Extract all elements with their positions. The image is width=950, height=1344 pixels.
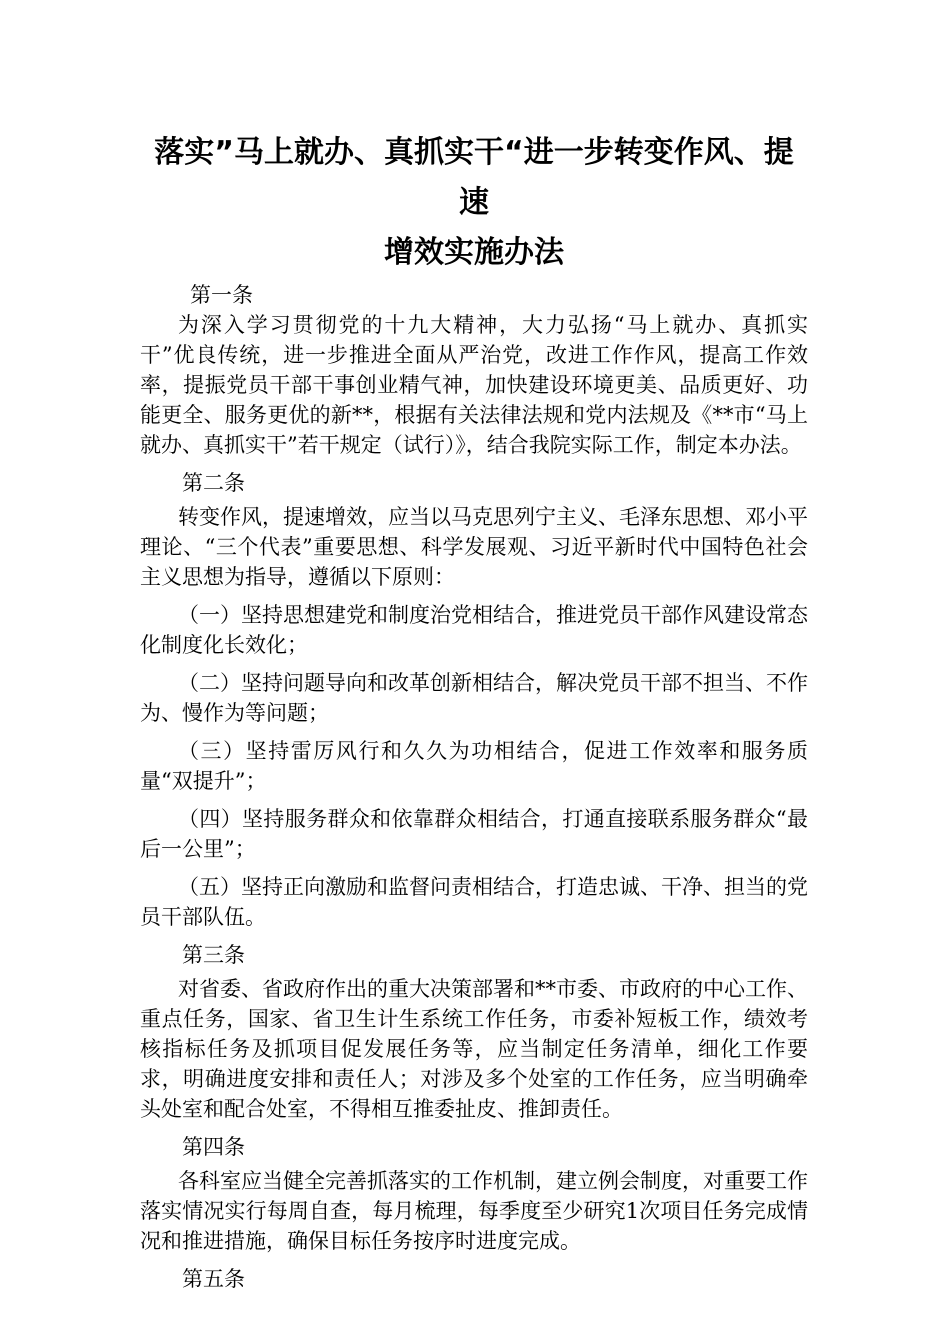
article-heading: 第四条 <box>182 1135 245 1159</box>
article-paragraph: 各科室应当健全完善抓落实的工作机制，建立例会制度，对重要工作落实情况实行每周自查，每月梳理，每季度至少研究1次项目任务完成情况和推进措施，确保目标任务按序时进度完成。 <box>140 1169 808 1253</box>
article-3 <box>140 940 808 1124</box>
article-paragraph: （一）坚持思想建党和制度治党相结合，推进党员干部作风建设常态化制度化长效化； <box>140 603 808 657</box>
article-2 <box>140 468 808 932</box>
article-heading: 第五条 <box>182 1267 245 1291</box>
article-heading: 第三条 <box>182 943 245 967</box>
article-4 <box>140 1132 808 1256</box>
document-title <box>140 128 808 278</box>
article-paragraph: 为深入学习贯彻党的十九大精神，大力弘扬“马上就办、真抓实干”优良传统，进一步推进全面从严治党，改进工作作风，提高工作效率，提振党员干部干事创业精气神，加快建设环境更美、品质更好、功能更全、服务更优的新**，根据有关法律法规和党内法规及《**市“马上就办、真抓实干”若干规定（试行）》，结合我院实际工作，制定本办法。 <box>140 313 808 457</box>
article-paragraph: （五）坚持正向激励和监督问责相结合，打造忠诚、干净、担当的党员干部队伍。 <box>140 875 808 929</box>
article-heading: 第二条 <box>182 471 245 495</box>
article-heading: 第一条 <box>190 283 253 307</box>
article-5 <box>140 1264 808 1294</box>
article-paragraph: 转变作风，提速增效，应当以马克思列宁主义、毛泽东思想、邓小平理论、“三个代表”重要思想、科学发展观、习近平新时代中国特色社会主义思想为指导，遵循以下原则： <box>140 505 808 589</box>
title-line-1: 落实”马上就办、真抓实干“进一步转变作风、提速 <box>154 135 794 220</box>
article-paragraph: （二）坚持问题导向和改革创新相结合，解决党员干部不担当、不作为、慢作为等问题； <box>140 671 808 725</box>
document-page <box>140 128 808 1298</box>
article-paragraph: 对省委、省政府作出的重大决策部署和**市委、市政府的中心工作、重点任务，国家、省卫生计生系统工作任务，市委补短板工作，绩效考核指标任务及抓项目促发展任务等，应当制定任务清单，细化工作要求，明确进度安排和责任人；对涉及多个处室的工作任务，应当明确牵头处室和配合处室，不得相互推委扯皮、推卸责任。 <box>140 977 808 1121</box>
article-paragraph: （三）坚持雷厉风行和久久为功相结合，促进工作效率和服务质量“双提升”； <box>140 739 808 793</box>
article-paragraph: （四）坚持服务群众和依靠群众相结合，打通直接联系服务群众“最后一公里”； <box>140 807 808 861</box>
title-line-2: 增效实施办法 <box>384 235 564 270</box>
article-1 <box>140 280 808 460</box>
